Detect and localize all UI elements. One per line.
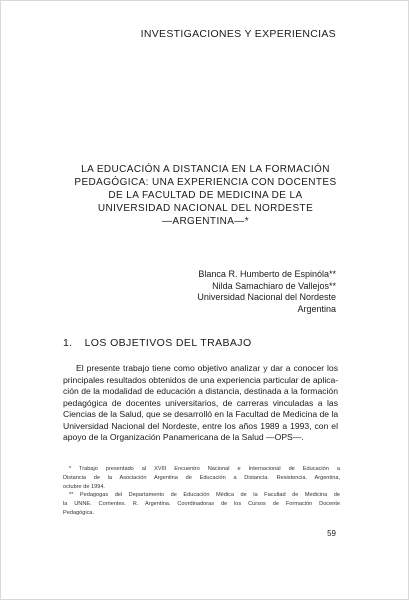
section-number: 1. [63, 337, 73, 349]
page-number: 59 [327, 529, 336, 538]
title-line: DE LA FACULTAD DE MEDICINA DE LA [108, 190, 303, 201]
section-heading [63, 337, 252, 349]
running-header: INVESTIGACIONES Y EXPERIENCIAS [140, 28, 336, 40]
footnote-line: ** Pedagogas del Departamento de Educación Médica de la Facultad de Medicina de [69, 492, 340, 499]
title-line: LA EDUCACIÓN A DISTANCIA EN LA FORMACIÓN [81, 164, 330, 175]
author-block [197, 269, 336, 315]
section-title: LOS OBJETIVOS DEL TRABAJO [84, 337, 252, 349]
footnote-line: octubre de 1994. [63, 483, 105, 490]
paragraph-line: El presente trabajo tiene como objetivo analizar y dar a conocer los [76, 363, 338, 373]
title-line: PEDAGÓGICA: UNA EXPERIENCIA CON DOCENTES [74, 177, 337, 188]
footnote-line: Pedagógica. [63, 509, 95, 516]
article-title [21, 163, 390, 228]
paragraph-line: Ciencias de la Salud, que se desarrolló en la Facultad de Medicina de la [63, 409, 339, 419]
footnote-line: Distancia de la Asociación Argentina de Educación a Distancia. Resistencia. Argentina, [63, 474, 340, 481]
paragraph-line: pedagógica de docentes universitarios, de carreras vinculadas a las [63, 397, 338, 408]
title-line: —ARGENTINA—* [161, 216, 250, 227]
body-paragraph [63, 363, 338, 444]
paragraph-line: ción de la modalidad de educación a distancia, destinada a la formación [63, 386, 338, 396]
footnote-line: la UNNE. Corrientes. R. Argentina. Coordinadoras de los Cursos de Formación Docente [63, 501, 340, 508]
footnote-line: * Trabajo presentado al XVIII Encuentro Nacional e Internacional de Educación a [69, 466, 340, 472]
paragraph-line: apoyo de la Organización Panamericana de la Salud —OPS—. [63, 432, 304, 442]
author-affiliation: Universidad Nacional del Nordeste [197, 292, 336, 302]
title-line: UNIVERSIDAD NACIONAL DEL NORDESTE [97, 203, 314, 214]
paragraph-line: Universidad Nacional del Nordeste, entre los años 1989 a 1993, con el [63, 420, 338, 431]
footnotes [63, 465, 340, 518]
paragraph-line: principales resultados obtenidos de una experiencia particular de aplica- [63, 374, 339, 385]
author-country: Argentina [297, 303, 336, 314]
author-name: Blanca R. Humberto de Espinóla** [198, 269, 336, 279]
author-name: Nilda Samachiaro de Vallejos** [212, 280, 336, 291]
